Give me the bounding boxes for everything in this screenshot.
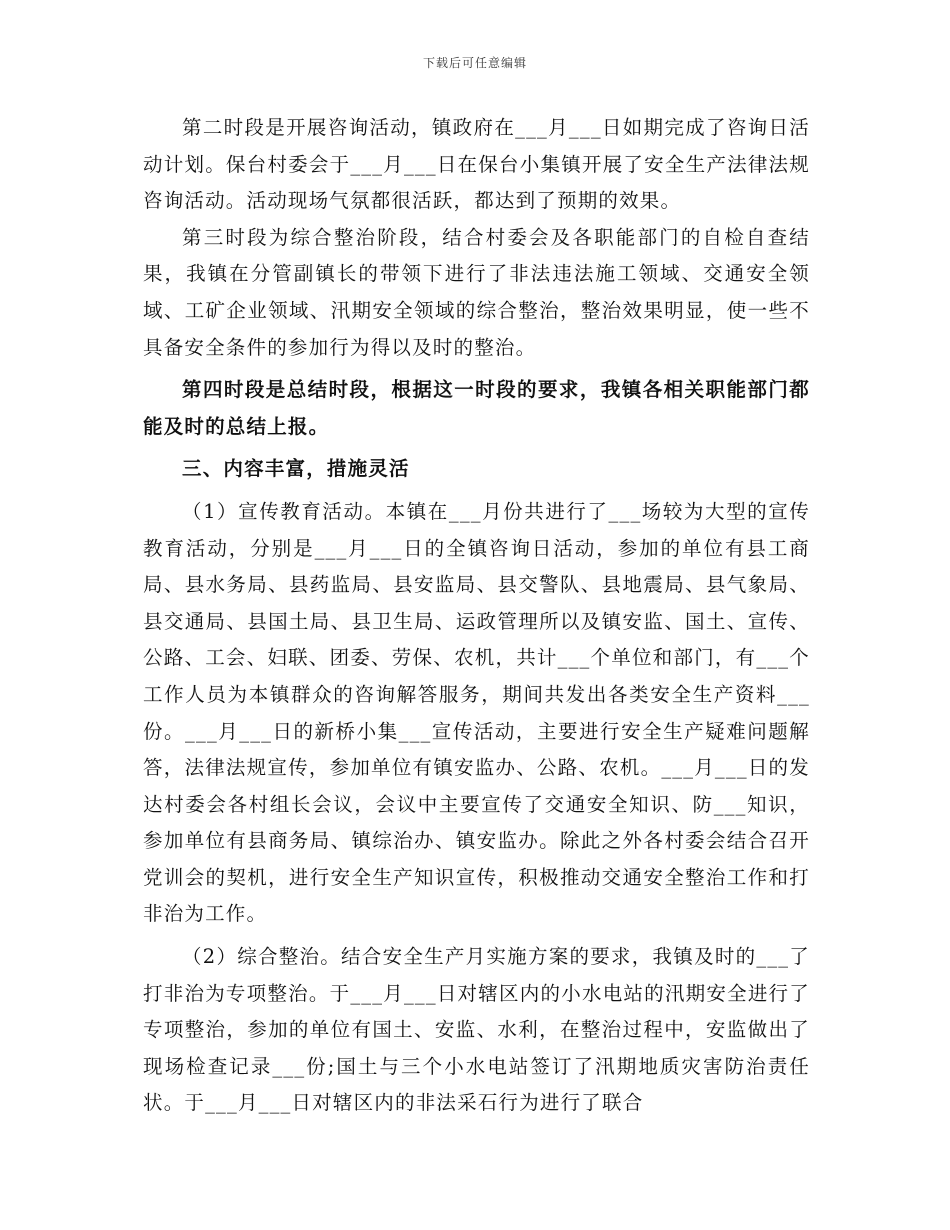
page-header: 下载后可任意编辑 — [422, 56, 527, 70]
paragraph-comprehensive-rectification: （2）综合整治。结合安全生产月实施方案的要求，我镇及时的___了打非治为专项整治。于___月___日对辖区内的小水电站的汛期安全进行了专项整治，参加的单位有国土、安监、水利，在整治过程中，安监做出了现场检查记录___份;国土与三个小水电站签订了汛期地质灾害防治责任状。于___月___日对辖区内的非法采石行为进行了联合 — [143, 945, 810, 1115]
paragraph-publicity-education: （1）宣传教育活动。本镇在___月份共进行了___场较为大型的宣传教育活动，分别是___月___日的全镇咨询日活动，参加的单位有县工商局、县水务局、县药监局、县安监局、县交警队、县地震局、县气象局、县交通局、县国土局、县卫生局、运政管理所以及镇安监、国土、宣传、公路、工会、妇联、团委、劳保、农机，共计___个单位和部门，有___个工作人员为本镇群众的咨询解答服务，期间共发出各类安全生产资料___份。___月___日的新桥小集___宣传活动，主要进行安全生产疑难问题解答，法律法规宣传，参加单位有镇安监办、公路、农机。___月___日的发达村委会各村组长会议，会议中主要宣传了交通安全知识、防___知识，参加单位有县商务局、镇综治办、镇安监办。除此之外各村委会结合召开党训会的契机，进行安全生产知识宣传，积极推动交通安全整治工作和打非治为工作。 — [143, 499, 810, 926]
document-body — [143, 110, 810, 1122]
section-heading: 三、内容丰富，措施灵活 — [182, 457, 410, 481]
paragraph-third-period: 第三时段为综合整治阶段，结合村委会及各职能部门的自检自查结果，我镇在分管副镇长的带领下进行了非法违法施工领域、交通安全领域、工矿企业领域、汛期安全领域的综合整治，整治效果明显，使一些不具备安全条件的参加行为得以及时的整治。 — [143, 225, 810, 359]
paragraph-second-period: 第二时段是开展咨询活动，镇政府在___月___日如期完成了咨询日活动计划。保台村委会于___月___日在保台小集镇开展了安全生产法律法规咨询活动。活动现场气氛都很活跃，都达到了预期的效果。 — [143, 116, 810, 213]
paragraph-fourth-period: 第四时段是总结时段，根据这一时段的要求，我镇各相关职能部门都能及时的总结上报。 — [143, 378, 810, 438]
